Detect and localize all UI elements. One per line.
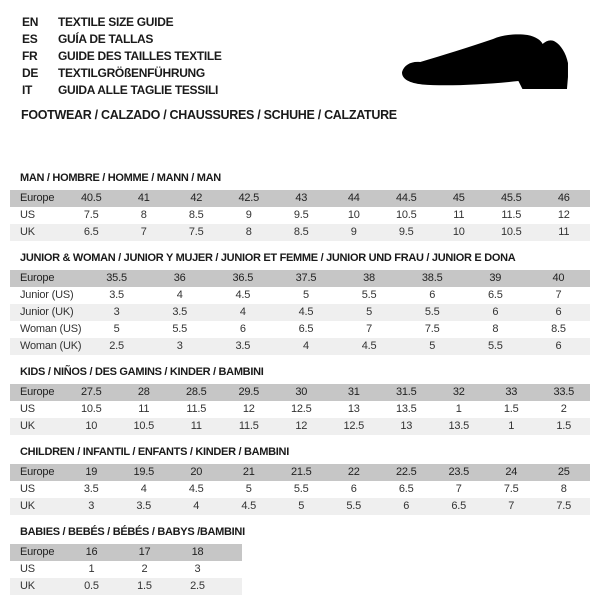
size-cell: 5 <box>366 306 373 318</box>
size-cell: 39 <box>489 272 502 284</box>
size-cell: 9 <box>350 226 357 238</box>
size-cell: 13.5 <box>395 403 417 415</box>
size-cell: 7 <box>366 323 373 335</box>
size-cell: 4 <box>176 289 183 301</box>
row-filler <box>224 544 242 561</box>
size-cell: 28 <box>137 386 150 398</box>
table-row <box>10 384 590 401</box>
size-cell: 38.5 <box>421 272 443 284</box>
size-cell: 4.5 <box>235 289 251 301</box>
size-cell: 10.5 <box>500 226 522 238</box>
size-cell: 5 <box>113 323 120 335</box>
language-label: TEXTILGRÖßENFÜHRUNG <box>58 65 205 80</box>
size-cell: 11.5 <box>238 420 259 432</box>
language-row-fr <box>22 47 222 64</box>
table-row <box>10 561 242 578</box>
size-cell: 3.5 <box>172 306 188 318</box>
size-cell: 3 <box>113 306 120 318</box>
row-label: Woman (US) <box>20 323 82 335</box>
size-cell: 44.5 <box>395 192 417 204</box>
size-cell: 8.5 <box>188 209 204 221</box>
size-table-junior-woman <box>10 270 590 355</box>
row-label: Junior (US) <box>20 289 74 301</box>
size-cell: 2 <box>141 563 148 575</box>
size-cell: 10.5 <box>133 420 155 432</box>
size-cell: 5 <box>302 289 309 301</box>
size-cell: 1.5 <box>137 580 152 592</box>
table-block-junior-woman <box>10 252 590 355</box>
size-cell: 7 <box>508 500 515 512</box>
table-row <box>10 304 590 321</box>
size-cell: 4.5 <box>361 340 377 352</box>
language-label: GUIDE DES TAILLES TEXTILE <box>58 48 222 63</box>
table-row <box>10 401 590 418</box>
table-title-babies: BABIES / BEBÉS / BÉBÉS / BABYS /BAMBINI <box>20 526 245 538</box>
language-row-it <box>22 81 222 98</box>
size-cell: 23.5 <box>448 466 470 478</box>
size-cell: 22.5 <box>395 466 417 478</box>
size-cell: 37.5 <box>295 272 317 284</box>
size-cell: 11 <box>453 209 465 221</box>
table-row <box>10 338 590 355</box>
row-label: Europe <box>20 546 55 558</box>
language-code: EN <box>22 14 39 29</box>
size-cell: 10.5 <box>80 403 102 415</box>
size-cell: 7 <box>455 483 462 495</box>
size-cell: 12 <box>295 420 308 432</box>
size-cell: 22 <box>347 466 360 478</box>
table-row <box>10 481 590 498</box>
size-cell: 13 <box>400 420 413 432</box>
size-cell: 2.5 <box>190 580 205 592</box>
row-label: Europe <box>20 272 55 284</box>
table-row <box>10 418 590 435</box>
table-row <box>10 190 590 207</box>
size-cell: 10.5 <box>395 209 417 221</box>
size-cell: 4 <box>239 306 246 318</box>
language-label: GUÍA DE TALLAS <box>58 31 154 46</box>
size-cell: 33 <box>505 386 518 398</box>
size-cell: 13.5 <box>448 420 470 432</box>
size-cell: 1.5 <box>556 420 572 432</box>
table-block-man <box>10 172 590 241</box>
size-cell: 8 <box>492 323 499 335</box>
size-cell: 29.5 <box>238 386 260 398</box>
size-cell: 30 <box>295 386 308 398</box>
size-cell: 8 <box>140 209 147 221</box>
size-cell: 8.5 <box>551 323 566 335</box>
size-cell: 9.5 <box>398 226 414 238</box>
row-label: Woman (UK) <box>20 340 82 352</box>
size-cell: 16 <box>85 546 98 558</box>
size-cell: 9 <box>245 209 252 221</box>
size-cell: 7.5 <box>556 500 572 512</box>
size-cell: 1 <box>508 420 515 432</box>
language-code: FR <box>22 48 38 63</box>
size-cell: 7.5 <box>424 323 440 335</box>
size-cell: 6 <box>492 306 499 318</box>
size-cell: 46 <box>557 192 570 204</box>
size-cell: 11 <box>558 226 570 238</box>
table-row <box>10 544 242 561</box>
language-code: DE <box>22 65 39 80</box>
row-label: US <box>20 563 35 575</box>
size-cell: 7.5 <box>188 226 204 238</box>
size-cell: 41 <box>137 192 150 204</box>
size-cell: 6.5 <box>451 500 467 512</box>
size-cell: 7.5 <box>503 483 519 495</box>
size-cell: 32 <box>452 386 465 398</box>
row-label: US <box>20 403 35 415</box>
size-cell: 40 <box>552 272 565 284</box>
row-label: UK <box>20 420 35 432</box>
size-cell: 8 <box>560 483 567 495</box>
language-row-es <box>22 30 222 47</box>
size-cell: 5 <box>429 340 436 352</box>
row-filler <box>224 578 242 595</box>
size-cell: 44 <box>347 192 360 204</box>
row-label: Europe <box>20 386 55 398</box>
size-cell: 5.5 <box>172 323 188 335</box>
size-cell: 6.5 <box>487 289 503 301</box>
table-row <box>10 578 242 595</box>
language-list <box>22 13 222 98</box>
size-cell: 5 <box>298 500 305 512</box>
size-cell: 10 <box>452 226 465 238</box>
size-cell: 42 <box>190 192 203 204</box>
row-label: Junior (UK) <box>20 306 74 318</box>
size-cell: 21 <box>242 466 255 478</box>
row-label: US <box>20 483 35 495</box>
size-cell: 6 <box>239 323 246 335</box>
size-cell: 12.5 <box>290 403 312 415</box>
size-cell: 20 <box>190 466 203 478</box>
size-cell: 40.5 <box>80 192 102 204</box>
size-cell: 8 <box>245 226 252 238</box>
size-cell: 7 <box>555 289 562 301</box>
size-cell: 4 <box>302 340 309 352</box>
size-cell: 5.5 <box>361 289 377 301</box>
size-cell: 10 <box>347 209 360 221</box>
size-cell: 7.5 <box>83 209 99 221</box>
size-cell: 11 <box>138 403 150 415</box>
size-cell: 0.5 <box>84 580 99 592</box>
row-filler <box>224 561 242 578</box>
size-cell: 11 <box>190 420 202 432</box>
table-row <box>10 207 590 224</box>
size-cell: 4 <box>193 500 200 512</box>
language-code: IT <box>22 82 33 97</box>
size-cell: 3 <box>194 563 201 575</box>
size-cell: 6 <box>350 483 357 495</box>
size-cell: 36 <box>173 272 186 284</box>
size-cell: 8.5 <box>293 226 309 238</box>
row-label: UK <box>20 500 35 512</box>
size-cell: 28.5 <box>185 386 207 398</box>
size-cell: 38 <box>363 272 375 284</box>
size-cell: 6 <box>429 289 436 301</box>
size-cell: 4.5 <box>188 483 204 495</box>
size-cell: 4.5 <box>298 306 314 318</box>
table-row <box>10 321 590 338</box>
size-cell: 18 <box>191 546 204 558</box>
size-cell: 3.5 <box>109 289 124 301</box>
size-cell: 19.5 <box>133 466 155 478</box>
size-cell: 2.5 <box>109 340 124 352</box>
language-row-de <box>22 64 222 81</box>
size-cell: 1.5 <box>503 403 519 415</box>
size-cell: 11.5 <box>501 209 522 221</box>
table-block-children <box>10 446 590 515</box>
size-cell: 27.5 <box>80 386 102 398</box>
table-title-children: CHILDREN / INFANTIL / ENFANTS / KINDER / BAMBINI <box>20 446 289 458</box>
size-tables <box>10 172 590 606</box>
language-code: ES <box>22 31 38 46</box>
size-cell: 6 <box>555 306 562 318</box>
size-cell: 12.5 <box>343 420 365 432</box>
size-cell: 3 <box>176 340 183 352</box>
table-row <box>10 287 590 304</box>
size-cell: 36.5 <box>232 272 254 284</box>
size-cell: 6.5 <box>398 483 414 495</box>
size-cell: 12 <box>242 403 255 415</box>
row-label: US <box>20 209 35 221</box>
size-cell: 3 <box>88 500 95 512</box>
size-cell: 4.5 <box>241 500 257 512</box>
row-label: Europe <box>20 466 55 478</box>
size-cell: 3.5 <box>136 500 152 512</box>
size-cell: 9.5 <box>293 209 309 221</box>
dress-shoe-icon <box>398 32 570 92</box>
size-cell: 43 <box>295 192 308 204</box>
size-cell: 5.5 <box>424 306 440 318</box>
row-label: Europe <box>20 192 55 204</box>
size-cell: 6.5 <box>298 323 314 335</box>
size-cell: 6.5 <box>83 226 99 238</box>
size-cell: 31 <box>347 386 360 398</box>
size-cell: 5.5 <box>487 340 503 352</box>
size-cell: 21.5 <box>290 466 312 478</box>
size-cell: 45 <box>452 192 465 204</box>
size-table-children <box>10 464 590 515</box>
size-cell: 33.5 <box>553 386 575 398</box>
size-cell: 45.5 <box>500 192 522 204</box>
language-row-en <box>22 13 222 30</box>
size-table-man <box>10 190 590 241</box>
size-cell: 7 <box>140 226 147 238</box>
row-label: UK <box>20 580 35 592</box>
table-title-kids: KIDS / NIÑOS / DES GAMINS / KINDER / BAMBINI <box>20 366 264 378</box>
table-block-kids <box>10 366 590 435</box>
size-cell: 2 <box>560 403 567 415</box>
table-title-man: MAN / HOMBRE / HOMME / MANN / MAN <box>20 172 221 184</box>
row-label: UK <box>20 226 35 238</box>
size-cell: 1 <box>88 563 95 575</box>
size-cell: 35.5 <box>106 272 127 284</box>
size-cell: 11.5 <box>186 403 207 415</box>
language-label: TEXTILE SIZE GUIDE <box>58 14 174 29</box>
size-cell: 19 <box>85 466 98 478</box>
size-cell: 24 <box>505 466 518 478</box>
size-cell: 12 <box>557 209 570 221</box>
size-table-babies <box>10 544 242 595</box>
size-cell: 10 <box>85 420 98 432</box>
size-cell: 6 <box>403 500 410 512</box>
size-table-kids <box>10 384 590 435</box>
language-label: GUIDA ALLE TAGLIE TESSILI <box>58 82 219 97</box>
size-cell: 5.5 <box>346 500 362 512</box>
table-title-junior-woman: JUNIOR & WOMAN / JUNIOR Y MUJER / JUNIOR ET FEMME / JUNIOR UND FRAU / JUNIOR E DONA <box>20 252 516 264</box>
table-row <box>10 270 590 287</box>
section-title-footwear: FOOTWEAR / CALZADO / CHAUSSURES / SCHUHE / CALZATURE <box>21 108 397 122</box>
table-row <box>10 464 590 481</box>
size-cell: 6 <box>555 340 562 352</box>
size-cell: 31.5 <box>395 386 417 398</box>
size-cell: 25 <box>557 466 570 478</box>
size-cell: 5.5 <box>293 483 309 495</box>
size-cell: 42.5 <box>238 192 260 204</box>
size-cell: 4 <box>140 483 147 495</box>
size-cell: 3.5 <box>83 483 99 495</box>
table-row <box>10 224 590 241</box>
size-cell: 5 <box>245 483 252 495</box>
table-block-babies <box>10 526 590 595</box>
size-cell: 1 <box>455 403 462 415</box>
size-cell: 17 <box>138 546 151 558</box>
shoe-silhouette-path <box>402 34 568 89</box>
size-cell: 3.5 <box>235 340 251 352</box>
table-row <box>10 498 590 515</box>
size-cell: 13 <box>347 403 360 415</box>
